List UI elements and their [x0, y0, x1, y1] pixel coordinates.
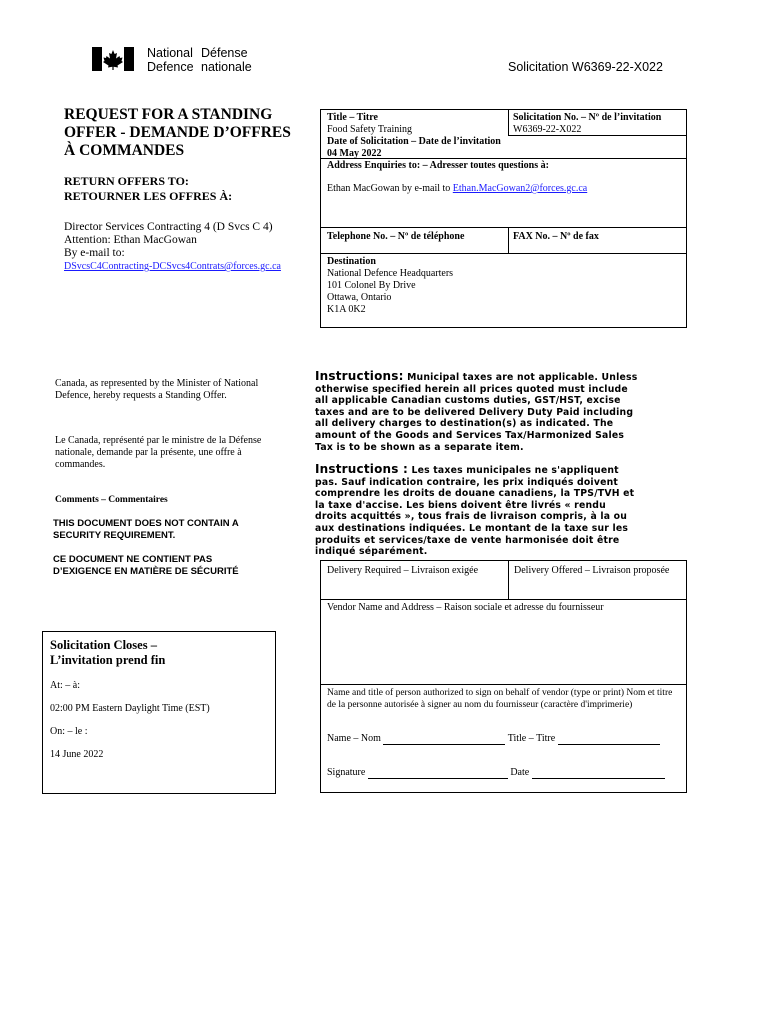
signature-input-line[interactable] [368, 778, 508, 779]
destination-line-4: K1A 0K2 [327, 304, 366, 315]
enquiries-text: Ethan MacGowan by e-mail to [327, 183, 451, 194]
closes-title-line-1: Solicitation Closes – [50, 638, 157, 652]
closes-time: 02:00 PM Eastern Daylight Time (EST) [50, 703, 210, 714]
solicitation-number-value: W6369-22-X022 [513, 124, 582, 135]
instructions-en-heading: Instructions: [315, 369, 404, 383]
title-sign-label: Title – Titre [507, 733, 556, 744]
vendor-name-label: Vendor Name and Address – Raison sociale et adresse du fournisseur [327, 602, 604, 613]
authorized-person-text: Name and title of person authorized to sign on behalf of vendor (type or print) Nom et titre de la personne autorisée à signer au nom du fournisseur (caractère d'imprimerie) [327, 688, 673, 710]
name-label: Name – Nom [327, 733, 381, 744]
comments-label: Comments – Commentaires [55, 495, 168, 505]
dept-fr-line1: Défense [201, 46, 248, 60]
title-value: Food Safety Training [327, 124, 413, 135]
name-title-row [327, 733, 660, 745]
instructions-fr-body: Les taxes municipales ne s'appliquent pas. Sauf indication contraire, les prix indiqués doivent comprendre les droits de douane canadiens, la TPS/TVH et la taxe d'accise. Les biens doivent être livrés « rendu droits acquittés », tous frais de livraison compris, à la ou aux destinations indiquées. Le montant de la taxe sur les produits et services/taxe de vente harmonisée doit être indiqué séparément. [315, 465, 635, 558]
dept-en-line2: Defence [147, 60, 194, 74]
closes-title-line-2: L’invitation prend fin [50, 653, 166, 667]
title-field [327, 112, 412, 136]
telephone-label: Telephone No. – Nº de téléphone [327, 231, 465, 242]
solicitation-date-value: 04 May 2022 [327, 148, 382, 159]
delivery-required-label: Delivery Required – Livraison exigée [327, 565, 479, 576]
instructions-fr [315, 464, 638, 558]
dept-en-line1: National [147, 46, 193, 60]
enquiries-label: Address Enquiries to: – Adresser toutes questions à: [327, 160, 549, 171]
return-line-2: RETOURNER LES OFFRES À: [64, 189, 233, 203]
destination-line-3: Ottawa, Ontario [327, 292, 392, 303]
closes-date: 14 June 2022 [50, 749, 104, 760]
canada-statement-en: Canada, as represented by the Minister of National Defence, hereby requests a Standing Offer. [55, 378, 259, 401]
signature-date-row [327, 767, 665, 779]
title-input-line[interactable] [558, 744, 660, 745]
return-address [64, 221, 281, 273]
document-title [64, 106, 291, 160]
title-line-1: REQUEST FOR A STANDING [64, 106, 273, 123]
solicitation-date-label: Date of Solicitation – Date de l’invitation [327, 136, 501, 147]
title-line-3: À COMMANDES [64, 142, 185, 159]
solicitation-reference: Solicitation W6369-22-X022 [508, 60, 663, 74]
instructions-en-body: Municipal taxes are not applicable. Unless otherwise specified herein all prices quoted must include all applicable Canadian customs duties, GST/HST, excise taxes and are to be delivered Delivery Duty Paid including all delivery charges to destination(s) as indicated. The amount of the Goods and Services Tax/Harmonized Sales Tax is to be shown as a separate item. [315, 372, 638, 453]
return-line-1: RETURN OFFERS TO: [64, 174, 189, 188]
solicitation-number-field [513, 112, 661, 136]
return-email-link[interactable]: DSvcsC4Contracting-DCSvcs4Contrats@forces.gc.ca [64, 261, 281, 272]
closes-on-label: On: – le : [50, 726, 88, 737]
name-input-line[interactable] [383, 744, 505, 745]
instructions-fr-heading: Instructions : [315, 462, 409, 476]
date-input-line[interactable] [532, 778, 665, 779]
title-label: Title – Titre [327, 112, 378, 123]
destination-line-2: 101 Colonel By Drive [327, 280, 416, 291]
security-statement-en: THIS DOCUMENT DOES NOT CONTAIN A SECURITY REQUIREMENT. [53, 518, 239, 541]
signature-label: Signature [327, 767, 366, 778]
destination-line-1: National Defence Headquarters [327, 268, 454, 279]
fax-label: FAX No. – Nº de fax [513, 231, 599, 242]
closes-at-label: At: – à: [50, 680, 80, 691]
security-statement-fr: CE DOCUMENT NE CONTIENT PAS D’EXIGENCE EN MATIÈRE DE SÉCURITÉ [53, 554, 239, 577]
vendor-box [320, 560, 687, 793]
enquiries-email-link[interactable]: Ethan.MacGowan2@forces.gc.ca [452, 183, 588, 194]
dept-name-fr [201, 46, 252, 74]
solicitation-info-box [320, 109, 687, 328]
enquiries-contact [327, 183, 587, 195]
address-line-2: Attention: Ethan MacGowan [64, 234, 197, 246]
closes-title [50, 638, 165, 668]
address-line-3: By e-mail to: [64, 247, 125, 259]
solicitation-number-label: Solicitation No. – Nº de l’invitation [513, 112, 662, 123]
canada-flag-icon [92, 47, 134, 71]
return-offers-heading [64, 174, 232, 204]
delivery-offered-label: Delivery Offered – Livraison proposée [514, 565, 670, 576]
instructions-en [315, 371, 638, 453]
date-sign-label: Date [510, 767, 530, 778]
address-line-1: Director Services Contracting 4 (D Svcs C 4) [64, 221, 273, 233]
solicitation-date-field [327, 136, 501, 160]
solicitation-closes-box [42, 631, 276, 794]
dept-name-en [147, 46, 194, 74]
dept-fr-line2: nationale [201, 60, 252, 74]
canada-statement-fr: Le Canada, représenté par le ministre de la Défense nationale, demande par la présente, une offre à commandes. [55, 435, 262, 470]
destination-field [327, 256, 453, 316]
title-line-2: OFFER - DEMANDE D’OFFRES [64, 124, 291, 141]
destination-label: Destination [327, 256, 376, 267]
